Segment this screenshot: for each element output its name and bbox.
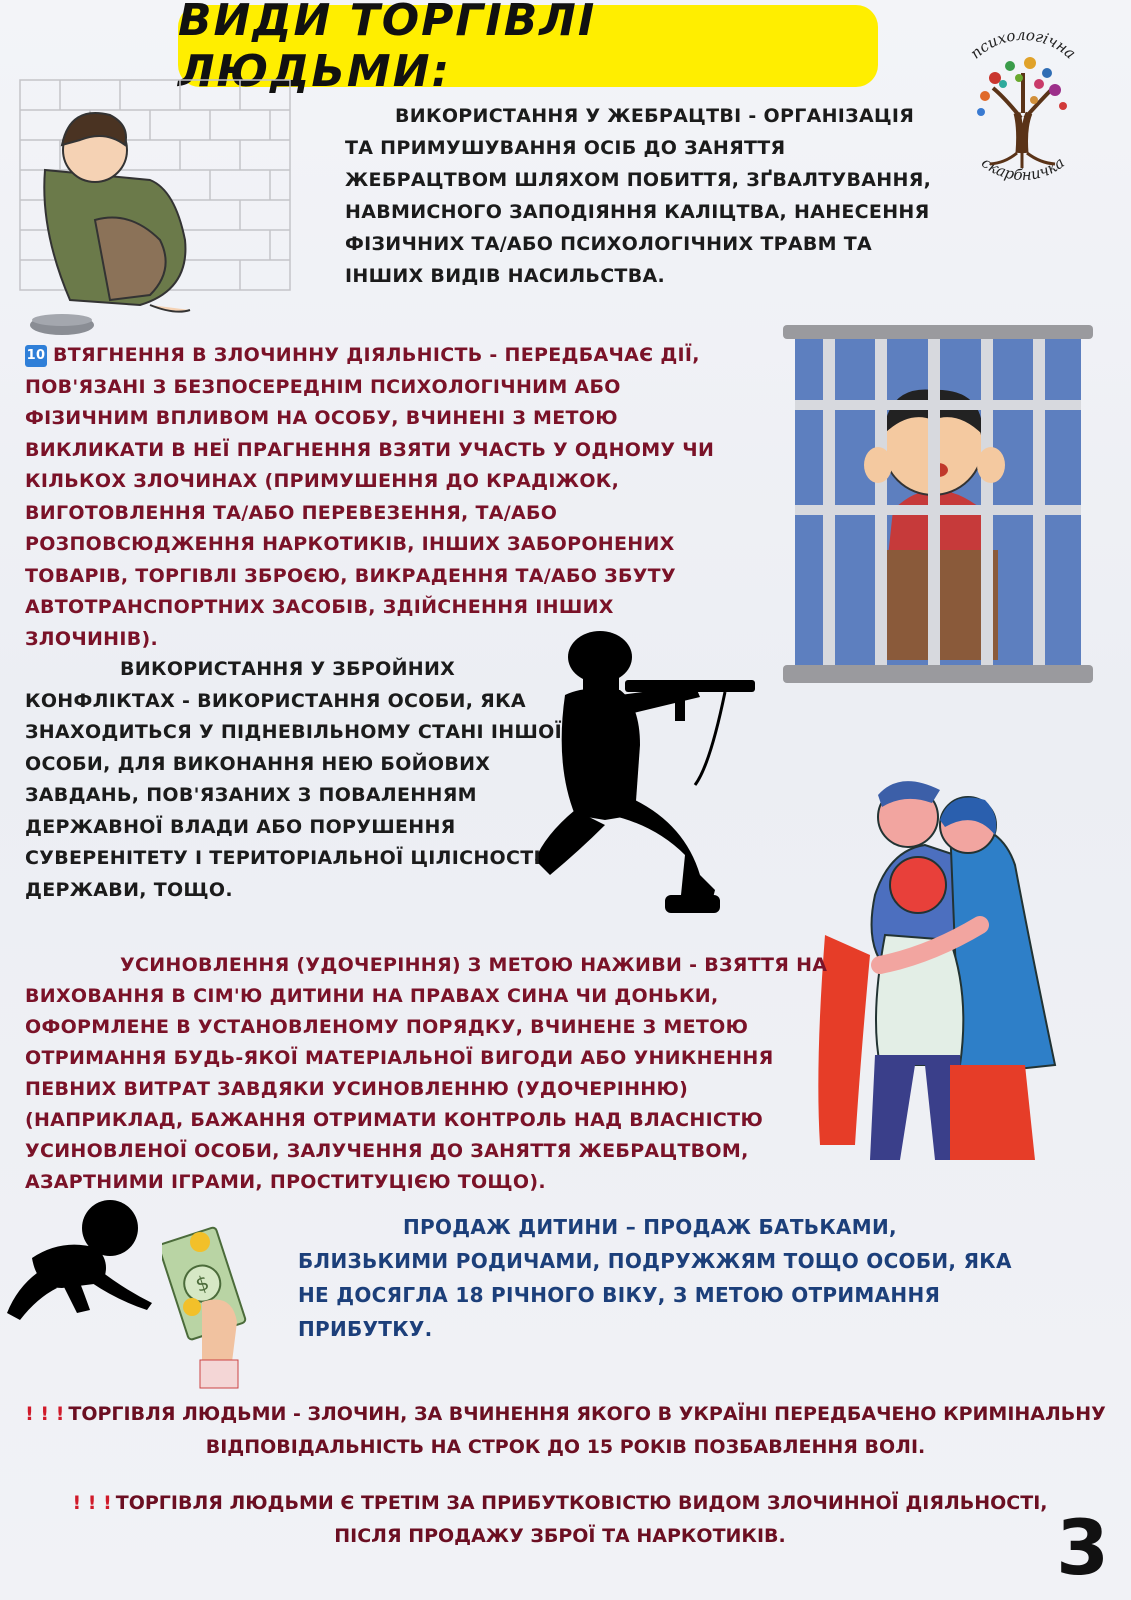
baby-silhouette-icon [2,1188,162,1328]
money-hand-icon [162,1212,252,1392]
logo-tree-icon [935,18,1110,188]
page-number: 3 [1056,1503,1109,1592]
section-armed-conflicts: ВИКОРИСТАННЯ У ЗБРОЙНИХ КОНФЛІКТАХ - ВИКОРИСТАННЯ ОСОБИ, ЯКА ЗНАХОДИТЬСЯ У ПІДНЕВІЛЬНОМУ СТАНІ ІНШОЇ ОСОБИ, ДЛЯ ВИКОНАННЯ НЕЮ БОЙОВИХ ЗАВДАНЬ, ПОВ'ЯЗАНИХ З ПОВАЛЕННЯМ ДЕРЖАВНОЇ ВЛАДИ АБО ПОРУШЕННЯ СУВЕРЕНІТЕТУ І ТЕРИТОРІАЛЬНОЇ ЦІЛІСНОСТІ ДЕРЖАВИ, ТОЩО. [25,658,562,901]
logo-text-top: психологічна [966,25,1080,63]
section-begging: ВИКОРИСТАННЯ У ЖЕБРАЦТВІ - ОРГАНІЗАЦІЯ ТА ПРИМУШУВАННЯ ОСІБ ДО ЗАНЯТТЯ ЖЕБРАЦТВОМ ШЛЯХОМ ПОБИТТЯ, ЗҐВАЛТУВАННЯ, НАВМИСНОГО ЗАПОДІЯННЯ КАЛІЦТВА, НАНЕСЕННЯ ФІЗИЧНИХ ТА/АБО ПСИХОЛОГІЧНИХ ТРАВМ ТА ІНШИХ ВИДІВ НАСИЛЬСТВА. [345,105,932,287]
exclamation-marks: ! ! ! [72,1492,112,1514]
begging-child-icon [0,70,300,345]
number-10-icon: 10 [25,345,47,367]
jail-boy-icon [783,320,1093,695]
warning-criminal-liability: ! ! ! ТОРГІВЛЯ ЛЮДЬМИ - ЗЛОЧИН, ЗА ВЧИНЕННЯ ЯКОГО В УКРАЇНІ ПЕРЕДБАЧЕНО КРИМІНАЛЬНУ ВІДПОВІДАЛЬНІСТЬ НА СТРОК ДО 15 РОКІВ ПОЗБАВЛЕННЯ ВОЛІ. [25,1403,1106,1458]
warning-profitability: ! ! ! ТОРГІВЛЯ ЛЮДЬМИ Є ТРЕТІМ ЗА ПРИБУТКОВІСТЮ ВИДОМ ЗЛОЧИННОЇ ДІЯЛЬНОСТІ, ПІСЛЯ ПРОДАЖУ ЗБРОЇ ТА НАРКОТИКІВ. [72,1492,1048,1547]
section-crime: 10 ВТЯГНЕННЯ В ЗЛОЧИННУ ДІЯЛЬНІСТЬ - ПЕРЕДБАЧАЄ ДІЇ, ПОВ'ЯЗАНІ З БЕЗПОСЕРЕДНІМ ПСИХОЛОГІЧНИМ АБО ФІЗИЧНИМ ВПЛИВОМ НА ОСОБУ, ВЧИНЕНІ З МЕТОЮ ВИКЛИКАТИ В НЕЇ ПРАГНЕННЯ ВЗЯТИ УЧАСТЬ У ОДНОМУ ЧИ КІЛЬКОХ ЗЛОЧИНАХ (ПРИМУШЕННЯ ДО КРАДІЖОК, ВИГОТОВЛЕННЯ ТА/АБО ПЕРЕВЕЗЕННЯ, ТА/АБО РОЗПОВСЮДЖЕННЯ НАРКОТИКІВ, ІНШИХ ЗАБОРОНЕНИХ ТОВАРІВ, ТОРГІВЛІ ЗБРОЄЮ, ВИКРАДЕННЯ ТА/АБО ЗБУТУ АВТОТРАНСПОРТНИХ ЗАСОБІВ, ЗДІЙСНЕННЯ ІНШИХ ЗЛОЧИНІВ). [25,344,715,650]
svg-text:$: $ [192,1270,213,1297]
page-title: ВИДИ ТОРГІВЛІ ЛЮДЬМИ: [178,0,597,97]
section-child-sale: ПРОДАЖ ДИТИНИ – ПРОДАЖ БАТЬКАМИ, БЛИЗЬКИМИ РОДИЧАМИ, ПОДРУЖЖЯМ ТОЩО ОСОБИ, ЯКА НЕ ДОСЯГЛА 18 РІЧНОГО ВІКУ, З МЕТОЮ ОТРИМАННЯ ПРИБУТКУ. [298,1215,1012,1341]
logo-text-bottom: скарбничка [978,153,1068,185]
svg-text:психологічна [967,26,1080,63]
adoptive-family-icon [800,765,1065,1185]
exclamation-marks: ! ! ! [25,1403,65,1425]
section-adoption: УСИНОВЛЕННЯ (УДОЧЕРІННЯ) З МЕТОЮ НАЖИВИ - ВЗЯТТЯ НА ВИХОВАННЯ В СІМ'Ю ДИТИНИ НА ПРАВАХ СИНА ЧИ ДОНЬКИ, ОФОРМЛЕНЕ В УСТАНОВЛЕНОМУ ПОРЯДКУ, ВЧИНЕНЕ З МЕТОЮ ОТРИМАННЯ БУДЬ-ЯКОЇ МАТЕРІАЛЬНОЇ ВИГОДИ АБО УНИКНЕННЯ ПЕВНИХ ВИТРАТ ЗАВДЯКИ УСИНОВЛЕННЮ (УДОЧЕРІННЮ) (НАПРИКЛАД, БАЖАННЯ ОТРИМАТИ КОНТРОЛЬ НАД ВЛАСНІСТЮ УСИНОВЛЕНОЇ ОСОБИ, ЗАЛУЧЕННЯ ДО ЗАНЯТТЯ ЖЕБРАЦТВОМ, АЗАРТНИМИ ІГРАМИ, ПРОСТИТУЦІЄЮ ТОЩО). [25,954,828,1193]
